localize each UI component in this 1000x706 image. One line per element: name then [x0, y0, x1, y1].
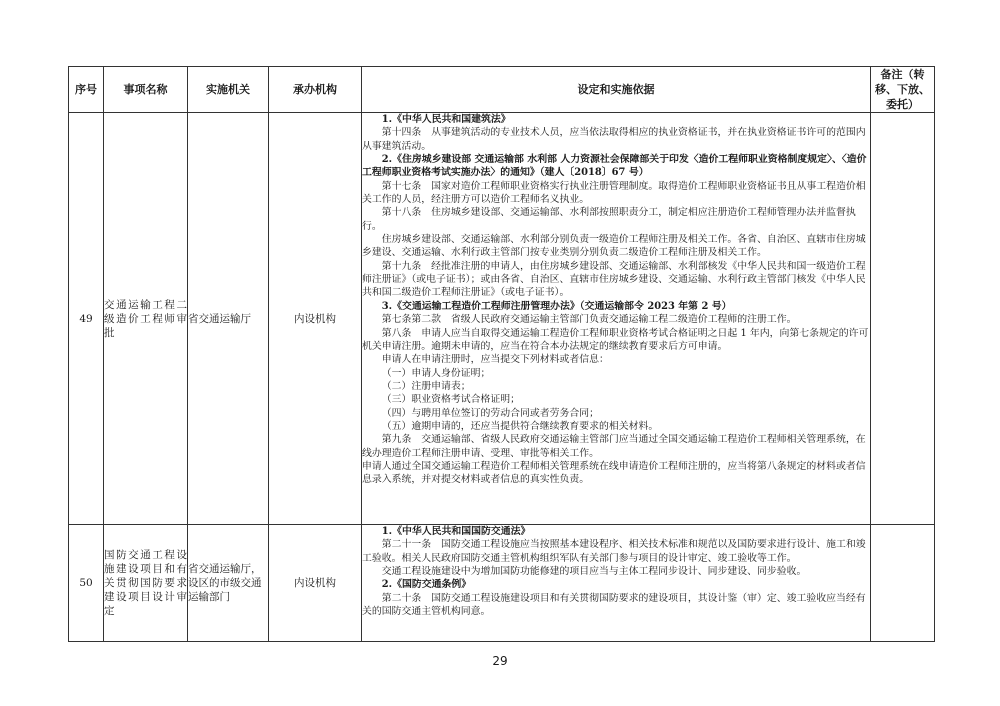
basis-paragraph: 第二十条 国防交通工程设施建设项目和有关贯彻国防要求的建设项目，其设计鉴（审）定、竣工验收应当经有关的国防交通主管机构同意。 [362, 592, 866, 618]
basis-paragraph: （一）申请人身份证明； [381, 367, 491, 379]
basis-paragraph: 第十八条 住房城乡建设部、交通运输部、水利部按照职责分工，制定相应注册造价工程师管理办法并监督执行。 [362, 207, 856, 232]
basis-paragraph: 第七条第二款 省级人民政府交通运输主管部门负责交通运输工程二级造价工程师的注册工作。 [381, 314, 797, 326]
row-basis [362, 113, 871, 525]
row-item-name: 国防交通工程设施建设项目和有关贯彻国防要求建设项目设计审定 [104, 525, 188, 642]
basis-paragraph: 第九条 交通运输部、省级人民政府交通运输主管部门应当通过全国交通运输工程造价工程师相关管理系统，在线办理造价工程师注册申请、受理、审批等相关工作。 [362, 434, 866, 459]
basis-paragraph: 第十七条 国家对造价工程师职业资格实行执业注册管理制度。取得造价工程师职业资格证书且从事工程造价相关工作的人员，经注册方可以造价工程师名义执业。 [362, 180, 866, 206]
row-seq: 49 [69, 113, 104, 525]
table-header-row [69, 67, 935, 113]
basis-paragraph: 第十四条 从事建筑活动的专业技术人员，应当依法取得相应的执业资格证书，并在执业资格证书许可的范围内从事建筑活动。 [362, 127, 866, 152]
row-office: 内设机构 [269, 525, 362, 642]
row-seq: 50 [69, 525, 104, 642]
basis-paragraph: （三）职业资格考试合格证明； [381, 394, 521, 406]
table-row [69, 113, 935, 525]
basis-law-title: 1.《中华人民共和国建筑法》 [381, 114, 511, 125]
basis-paragraph: （五）逾期申请的，还应当提供符合继续教育要求的相关材料。 [381, 420, 659, 432]
basis-paragraph: 申请人通过全国交通运输工程造价工程师相关管理系统在线申请造价工程师注册的，应当将第八条规定的材料或者信息录入系统，并对提交材料或者信息的真实性负责。 [362, 460, 866, 486]
header-basis: 设定和实施依据 [362, 67, 871, 113]
basis-law-title: 3.《交通运输工程造价工程师注册管理办法》（交通运输部令 2023 年第 2 号） [381, 300, 732, 312]
basis-paragraph: （二）注册申请表； [381, 380, 471, 392]
basis-paragraph: 第八条 申请人应当自取得交通运输工程造价工程师职业资格考试合格证明之日起 1 年内，向第七条规定的许可机关申请注册。逾期未申请的，应当在符合本办法规定的继续教育要求后方可申请。 [362, 327, 869, 352]
basis-law-title: 1.《中华人民共和国国防交通法》 [381, 526, 531, 537]
basis-paragraph: 住房城乡建设部、交通运输部、水利部分别负责一级造价工程师注册及相关工作。各省、自治区、直辖市住房城乡建设、交通运输、水利行政主管部门按专业类别分别负责二级造价工程师注册及相关工作。 [362, 234, 866, 259]
basis-law-title: 2.《国防交通条例》 [381, 579, 472, 591]
basis-paragraph: 申请人在申请注册时，应当提交下列材料或者信息： [381, 354, 609, 366]
table-row [69, 525, 935, 642]
basis-paragraph: 第二十一条 国防交通工程设施应当按照基本建设程序、相关技术标准和规范以及国防要求进行设计、施工和竣工验收。相关人民政府国防交通主管机构组织军队有关部门参与项目的设计审定、竣工验收等工作。 [362, 539, 866, 564]
row-office: 内设机构 [269, 113, 362, 525]
row-item-name: 交通运输工程二级造价工程师审批 [104, 113, 188, 525]
row-remark [871, 525, 935, 642]
row-remark [871, 113, 935, 525]
row-basis [362, 525, 871, 642]
header-item-name: 事项名称 [104, 67, 188, 113]
basis-paragraph: （四）与聘用单位签订的劳动合同或者劳务合同； [381, 407, 600, 419]
header-agency: 实施机关 [188, 67, 269, 113]
approval-items-table [68, 66, 935, 642]
row-agency: 省交通运输厅 [188, 113, 269, 525]
basis-paragraph: 第十九条 经批准注册的申请人，由住房城乡建设部、交通运输部、水利部核发《中华人民共和国一级造价工程师注册证》（或电子证书）；或由各省、自治区、直辖市住房城乡建设、交通运输、水利行政主管部门核发《中华人民共和国二级造价工程师注册证》（或电子证书）。 [362, 260, 866, 299]
header-remark: 备注（转移、下放、委托） [871, 67, 935, 113]
basis-law-title: 2.《住房城乡建设部 交通运输部 水利部 人力资源社会保障部关于印发〈造价工程师职业资格制度规定〉、〈造价工程师职业资格考试实施办法〉的通知》（建人〔2018〕67 号） [362, 154, 867, 179]
row-agency: 省交通运输厅，设区的市级交通运输部门 [188, 525, 269, 642]
header-office: 承办机构 [269, 67, 362, 113]
page-number: 29 [492, 654, 508, 668]
basis-paragraph: 交通工程设施建设中为增加国防功能修建的项目应当与主体工程同步设计、同步建设、同步验收。 [381, 566, 807, 578]
header-seq: 序号 [69, 67, 104, 113]
